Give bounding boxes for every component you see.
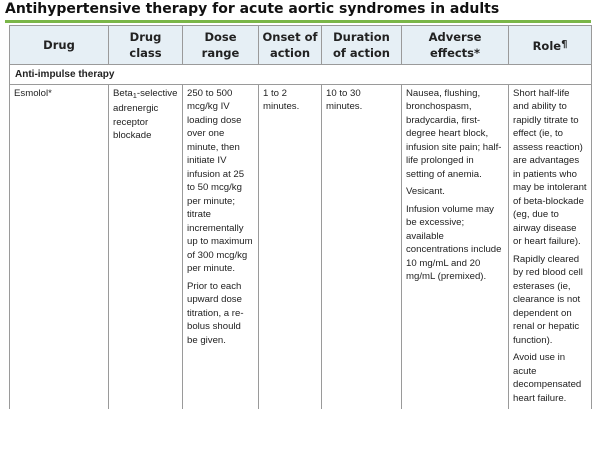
cell-drug-class	[109, 84, 183, 409]
table-row	[10, 84, 592, 409]
cell-drug: Esmolol*	[10, 84, 109, 409]
dose-paragraph: Prior to each upward dose titration, a re-bolus should be given.	[187, 280, 244, 346]
cell-role	[509, 84, 592, 409]
header-drug: Drug	[10, 26, 109, 65]
header-duration: Duration of action	[322, 26, 402, 65]
cell-duration: 10 to 30 minutes.	[322, 84, 402, 409]
header-onset: Onset of action	[259, 26, 322, 65]
role-paragraph: Avoid use in acute decompensated heart failure.	[513, 352, 582, 404]
header-adverse-effects: Adverse effects*	[402, 26, 509, 65]
page-title: Antihypertensive therapy for acute aortic syndromes in adults	[5, 1, 500, 17]
cell-onset: 1 to 2 minutes.	[259, 84, 322, 409]
title-rule	[5, 20, 591, 23]
role-paragraph: Short half-life and ability to rapidly titrate to effect (ie, to assess reaction) are advantages in patients who may be intolerant of beta-blockade (eg, due to airway disease or heart failure).	[513, 87, 587, 247]
drug-class-subscript: 1	[132, 90, 137, 100]
adverse-paragraph: Infusion volume may be excessive; available concentrations include 10 mg/mL and 20 mg/mL (premixed).	[406, 203, 502, 282]
role-paragraph: Rapidly cleared by red blood cell esterases (ie, clearance is not dependent on renal or hepatic function).	[513, 253, 583, 346]
drug-class-prefix: Beta	[113, 87, 133, 99]
section-row	[10, 65, 592, 85]
header-drug-class: Drug class	[109, 26, 183, 65]
therapy-table	[9, 25, 592, 409]
cell-adverse-effects	[402, 84, 509, 409]
header-role-label: Role	[532, 38, 562, 53]
dose-paragraph: 250 to 500 mcg/kg IV loading dose over one minute, then initiate IV infusion at 25 to 50 mcg/kg per minute; titrate incrementally up to maximum of 300 mcg/kg per minute.	[187, 87, 253, 274]
header-dose-range: Dose range	[183, 26, 259, 65]
header-row	[10, 26, 592, 65]
cell-dose-range	[183, 84, 259, 409]
adverse-paragraph: Nausea, flushing, bronchospasm, bradycardia, first-degree heart block, infusion site pain; half-life prolonged in setting of anemia.	[406, 87, 502, 180]
header-role	[509, 26, 592, 65]
drug-class-rest: -selective adrenergic receptor blockade	[113, 87, 178, 141]
section-label: Anti-impulse therapy	[10, 65, 592, 85]
adverse-paragraph: Vesicant.	[406, 186, 445, 197]
header-role-mark: ¶	[561, 38, 568, 50]
